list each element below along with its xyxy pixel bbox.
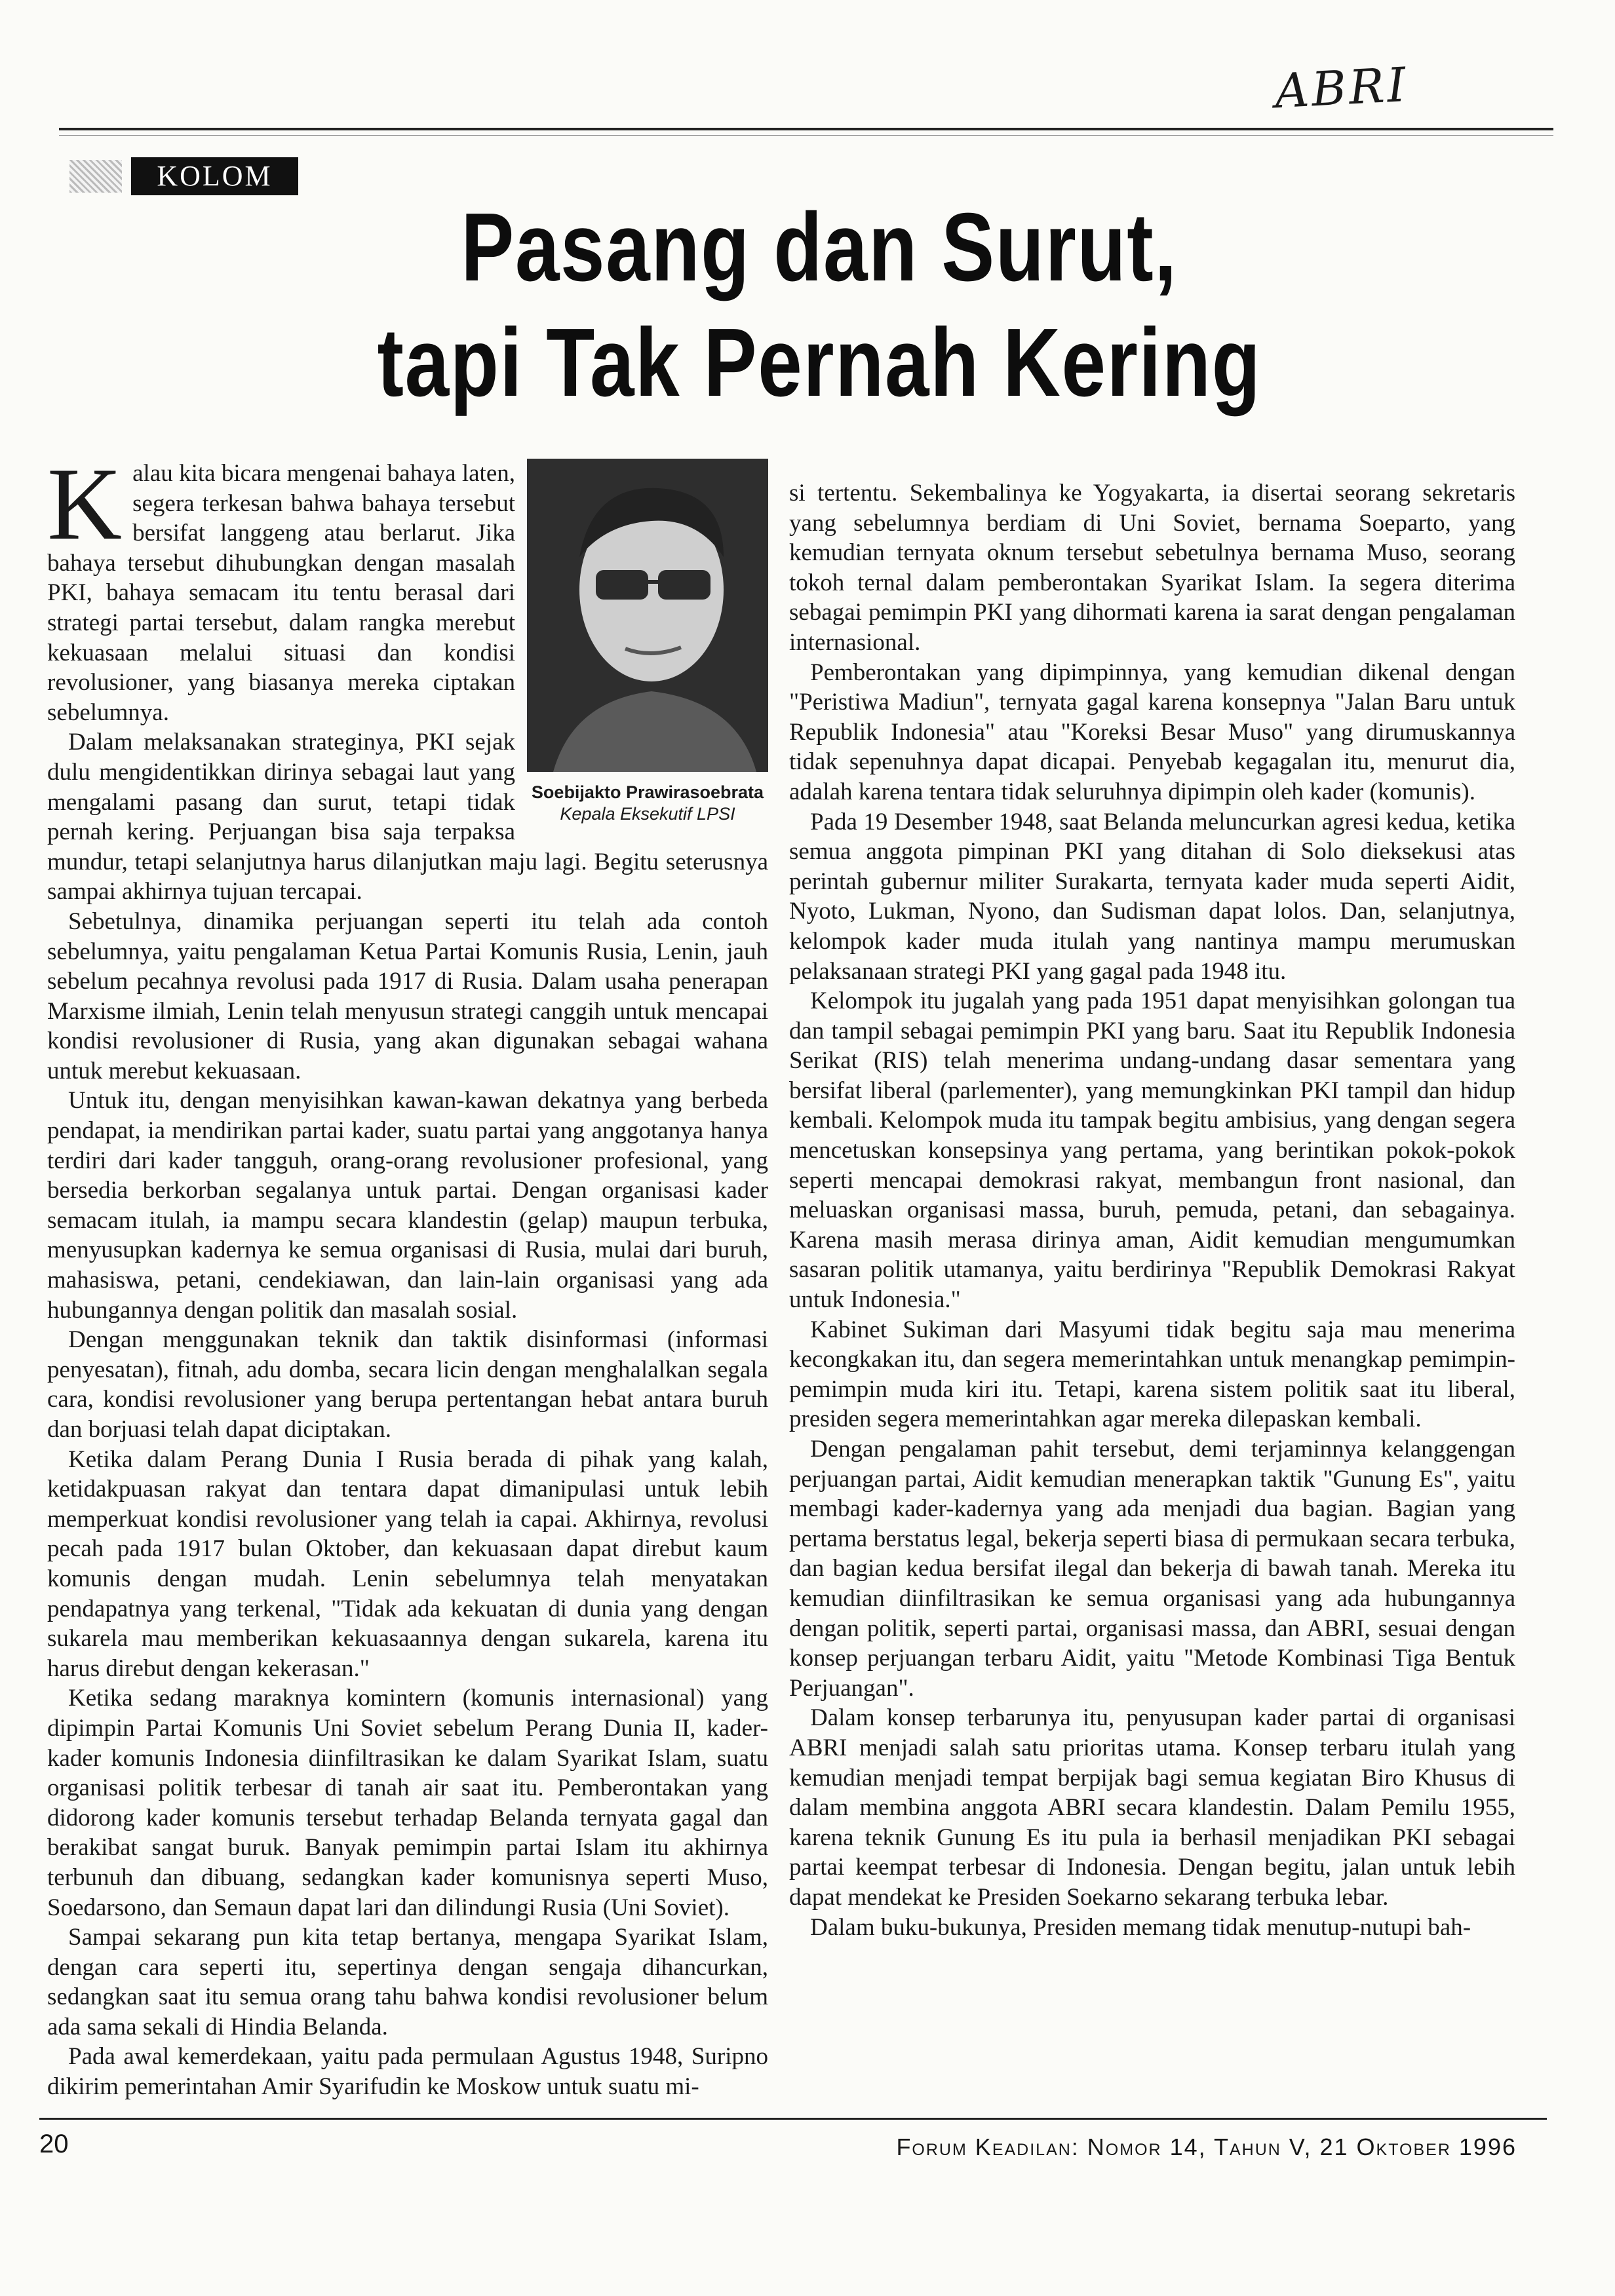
headline-line-1: Pasang dan Surut, — [461, 193, 1178, 301]
paragraph: Kelompok itu jugalah yang pada 1951 dapat menyisihkan golongan tua dan tampil sebagai pemimpin PKI yang baru. Saat itu Republik Indonesia Serikat (RIS) telah menerima undang-undang dasar sementara yang bersifat liberal (parlementer), yang memungkinkan PKI tampil dan hidup kembali. Kelompok muda itu tampak begitu ambisius, yang dengan segera mencetuskan konsepsinya yang pertama, yang berintikan pokok-pokok seperti mencapai demokrasi rakyat, membangun front nasional, dan meluaskan organisasi massa, buruh, pemuda, petani, dan sebagainya. Karena masih merasa dirinya aman, Aidit kemudian mengumumkan sasaran politik utamanya, yaitu berdirinya "Republik Demokrasi Rakyat untuk Indonesia." — [789, 987, 1515, 1314]
photo-caption-name: Soebijakto Prawirasoebrata — [531, 782, 764, 802]
headline-line-2: tapi Tak Pernah Kering — [377, 309, 1262, 417]
paragraph: Pemberontakan yang dipimpinnya, yang kemudian dikenal dengan "Peristiwa Madiun", ternyata gagal karena konsepnya "Jalan Baru untuk Republik Indonesia" atau "Koreksi Besar Muso" yang dirumuskannya tidak sepenuhnya dapat dicapai. Penyebab kegagalan itu, menurut dia, adalah karena tentara tidak seluruhnya dipimpin oleh kader (komunis). — [789, 659, 1515, 805]
paragraph: Ketika dalam Perang Dunia I Rusia berada di pihak yang kalah, ketidakpuasan rakyat dan tentara dapat dimanipulasi untuk lebih memperkuat kondisi revolusioner yang telah ia capai. Akhirnya, revolusi pecah pada 1917 bulan Oktober, dan kekuasaan dapat direbut kaum komunis dengan mudah. Lenin sebelumnya telah menyatakan pendapatnya yang terkenal, "Tidak ada kekuatan di dunia yang dengan sukarela mau memberikan kekuasaannya dengan sukarela, karena itu harus direbut dengan kekerasan." — [47, 1445, 768, 1682]
paragraph: Dengan menggunakan teknik dan taktik disinformasi (informasi penyesatan), fitnah, adu domba, secara licin dengan menghalalkan segala cara, kondisi revolusioner yang berupa pertentangan hebat antara buruh dan borjuasi telah dapat diciptakan. — [47, 1326, 768, 1443]
section-ornament — [69, 160, 122, 193]
page-number: 20 — [39, 2130, 69, 2158]
paragraph: Pada 19 Desember 1948, saat Belanda meluncurkan agresi kedua, ketika semua anggota pimpinan PKI yang ditahan di Solo dieksekusi atas perintah gubernur militer Surakarta, ternyata kader muda seperti Aidit, Nyoto, Lukman, Nyono, dan Sudisman dapat lolos. Dan, selanjutnya, kelompok kader muda itulah yang nantinya mampu merumuskan pelaksanaan strategi PKI yang gagal pada 1948 itu. — [789, 808, 1515, 985]
paragraph: Dengan pengalaman pahit tersebut, demi terjaminnya kelanggengan perjuangan partai, Aidit kemudian menerapkan taktik "Gunung Es", yaitu membagi kader-kadernya yang ada menjadi dua bagian. Bagian yang pertama berstatus legal, bekerja seperti biasa di permukaan secara terbuka, dan bagian kedua bersifat ilegal dan bekerja di bawah tanah. Mereka itu kemudian diinfiltrasikan ke semua organisasi yang ada hubungannya dengan politik, seperti partai, organisasi massa, dan ABRI, sesuai dengan konsep perjuangan terbaru Aidit, yaitu "Metode Kombinasi Tiga Bentuk Perjuangan". — [789, 1436, 1515, 1702]
paragraph: Dalam buku-bukunya, Presiden memang tidak menutup-nutupi bah- — [810, 1913, 1471, 1941]
paragraph: Ketika sedang maraknya komintern (komunis internasional) yang dipimpin Partai Komunis Uni Soviet sebelum Perang Dunia II, kader-kader komunis Indonesia diinfiltrasikan ke dalam Syarikat Islam, suatu organisasi politik terbesar di tanah air saat itu. Pemberontakan yang didorong kader komunis tersebut terhadap Belanda ternyata gagal dan berakibat sangat buruk. Banyak pemimpin partai Islam itu akhirnya terbunuh dan dibuang, sedangkan kader komunisnya seperti Muso, Soedarsono, dan Semaun dapat lari dan dilindungi Rusia (Uni Soviet). — [47, 1685, 768, 1921]
paragraph: si tertentu. Sekembalinya ke Yogyakarta, ia disertai seorang sekretaris yang sebelumnya berdiam di Uni Soviet, bernama Soeparto, yang kemudian ternyata oknum tersebut sebetulnya bernama Muso, seorang tokoh ternal dalam pemberontakan Syarikat Islam. Ia segera diterima sebagai pemimpin PKI yang dihormati karena ia sarat dengan pengalaman internasional. — [789, 480, 1515, 656]
handwritten-note: ABRI — [1273, 56, 1410, 119]
paragraph: Dalam melaksanakan strateginya, PKI sejak dulu mengidentikkan dirinya sebagai laut yang mengalami pasang dan surut, tetapi tidak pernah kering. Perjuangan bisa saja terpaksa mundur, tetapi selanjutnya harus dilanjutkan maju lagi. Begitu seterusnya sampai akhirnya tujuan tercapai. — [47, 729, 768, 906]
article-column-2 — [789, 478, 1515, 1942]
bottom-rule — [39, 2118, 1547, 2120]
headline — [373, 190, 1265, 421]
paragraph: Pada awal kemerdekaan, yaitu pada permulaan Agustus 1948, Suripno dikirim pemerintahan Amir Syarifudin ke Moskow untuk suatu mi- — [47, 2043, 768, 2101]
top-rule-thin — [59, 135, 1553, 136]
paragraph: Dalam konsep terbarunya itu, penyusupan kader partai di organisasi ABRI menjadi salah satu prioritas utama. Konsep terbaru itulah yang kemudian menjadi tempat berpijak bagi semua kegiatan Biro Khusus di dalam membina anggota ABRI secara klandestin. Dalam Pemilu 1955, karena teknik Gunung Es itu pula ia berhasil menjadikan PKI sebagai partai keempat terbesar di Indonesia. Dengan begitu, jalan untuk lebih dapat mendekat ke Presiden Soekarno sekarang terbuka lebar. — [789, 1704, 1515, 1911]
paragraph: Sampai sekarang pun kita tetap bertanya, mengapa Syarikat Islam, dengan cara seperti itu, sepertinya dengan sengaja dihancurkan, sedangkan saat itu semua orang tahu bahwa kondisi revolusioner belum ada sama sekali di Hindia Belanda. — [47, 1924, 768, 2040]
paragraph-text: alau kita bicara mengenai bahaya laten, segera terkesan bahwa bahaya tersebut bersifat langgeng atau berlarut. Jika bahaya tersebut dihubungkan dengan masalah PKI, bahaya semacam itu tentu berasal dari strategi partai tersebut, dalam rangka merebut kekuasaan melalui situasi dan kondisi revolusioner, yang biasanya mereka ciptakan sebelumnya. — [47, 460, 515, 726]
article-column-1 — [47, 447, 768, 2102]
author-photo — [527, 459, 768, 772]
paragraph: Sebetulnya, dinamika perjuangan seperti itu telah ada contoh sebelumnya, yaitu pengalaman Ketua Partai Komunis Rusia, Lenin, jauh sebelum pecahnya revolusi pada 1917 di Rusia. Dalam usaha penerapan Marxisme ilmiah, Lenin telah menyusun strategi canggih untuk mencapai kondisi revolusioner di Rusia, yang akan digunakan sebagai wahana untuk merebut kekuasaan. — [47, 908, 768, 1084]
section-label: KOLOM — [131, 157, 298, 195]
paragraph: Kabinet Sukiman dari Masyumi tidak begitu saja mau menerima kecongkakan itu, dan segera memerintahkan untuk menangkap pemimpin-pemimpin muda kiri itu. Tetapi, karena sistem politik saat itu liberal, presiden segera memerintahkan agar mereka dilepaskan kembali. — [789, 1316, 1515, 1433]
top-rule — [59, 128, 1553, 130]
author-photo-block — [527, 459, 768, 824]
paragraph: Untuk itu, dengan menyisihkan kawan-kawan dekatnya yang berbeda pendapat, ia mendirikan partai kader, suatu partai yang anggotanya hanya terdiri dari kader tangguh, orang-orang revolusioner profesional, yang bersedia berkorban segalanya untuk partai. Dengan organisasi kader semacam itulah, ia mampu secara klandestin (gelap) maupun terbuka, menyusupkan kadernya ke semua organisasi di Rusia, mulai dari buruh, mahasiswa, petani, cendekiawan, dan lain-lain organisasi yang ada hubungannya dengan politik dan masalah sosial. — [47, 1087, 768, 1324]
photo-caption-role: Kepala Eksekutif LPSI — [560, 804, 735, 824]
drop-cap: K — [47, 447, 123, 562]
publication-footer: Forum Keadilan: Nomor 14, Tahun V, 21 Oktober 1996 — [896, 2133, 1517, 2160]
